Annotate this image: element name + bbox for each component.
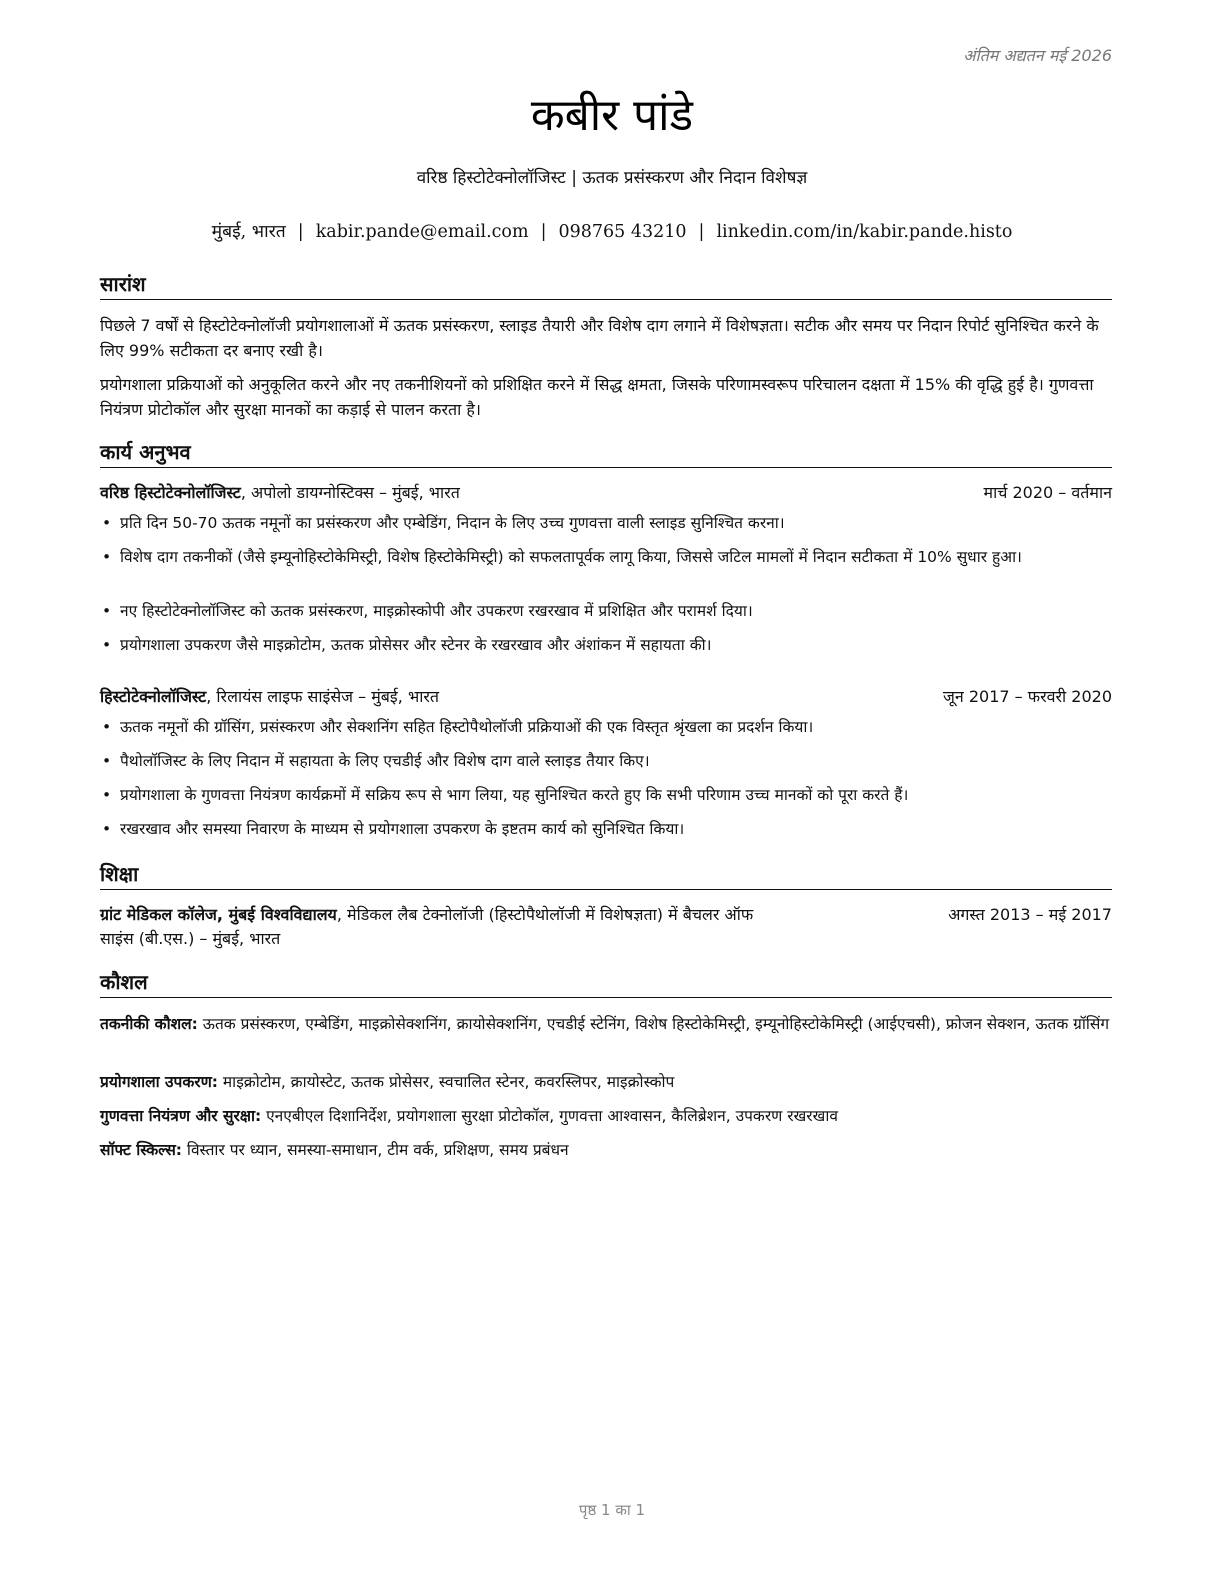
job-title: वरिष्ठ हिस्टोटेक्नोलॉजिस्ट — [100, 483, 241, 502]
skill-text: ऊतक प्रसंस्करण, एम्बेडिंग, माइक्रोसेक्शनिंग, क्रायोसेक्शनिंग, एचडीई स्टेनिंग, विशेष हिस्टोकेमिस्ट्री, इम्यूनोहिस्टोकेमिस्ट्री (आईएचसी), फ्रोजन सेक्शन, ऊतक ग्रॉसिंग — [197, 1015, 1110, 1033]
experience-heading: कार्य अनुभव — [100, 438, 1112, 468]
job-title: हिस्टोटेक्नोलॉजिस्ट — [100, 687, 207, 706]
skill-label: सॉफ्ट स्किल्स: — [100, 1141, 182, 1159]
contact-separator: | — [698, 222, 705, 242]
contact-separator: | — [540, 222, 547, 242]
summary-paragraph: पिछले 7 वर्षों से हिस्टोटेक्नोलॉजी प्रयोगशालाओं में ऊतक प्रसंस्करण, स्लाइड तैयारी और विशेष दाग लगाने में विशेषज्ञता। सटीक और समय पर निदान रिपोर्ट सुनिश्चित करने के लिए 99% सटीकता दर बनाए रखी है। — [100, 316, 1099, 360]
job-dates: मार्च 2020 – वर्तमान — [983, 483, 1112, 502]
contact-separator: | — [297, 222, 304, 242]
job-dates: जून 2017 – फरवरी 2020 — [943, 687, 1112, 706]
job-org: , रिलायंस लाइफ साइंसेज – मुंबई, भारत — [206, 687, 440, 706]
skills-heading: कौशल — [100, 968, 1112, 998]
education-entry — [100, 903, 1112, 951]
contact-line — [0, 219, 1224, 245]
education-school: ग्रांट मेडिकल कॉलेज, मुंबई विश्वविद्यालय — [100, 905, 337, 924]
skill-row — [100, 1104, 1118, 1129]
job-bullet: • प्रति दिन 50-70 ऊतक नमूनों का प्रसंस्करण और एम्बेडिंग, निदान के लिए उच्च गुणवत्ता वाली स्लाइड सुनिश्चित करना। — [100, 511, 1114, 536]
contact-linkedin[interactable]: linkedin.com/in/kabir.pande.histo — [716, 222, 1013, 242]
candidate-name: कबीर पांडे — [530, 90, 694, 141]
skill-text: माइक्रोटोम, क्रायोस्टेट, ऊतक प्रोसेसर, स्वचालित स्टेनर, कवरस्लिपर, माइक्रोस्कोप — [217, 1073, 675, 1091]
summary-heading: सारांश — [100, 270, 1112, 300]
job-bullet: • ऊतक नमूनों की ग्रॉसिंग, प्रसंस्करण और सेक्शनिंग सहित हिस्टोपैथोलॉजी प्रक्रियाओं की एक विस्तृत श्रृंखला का प्रदर्शन किया। — [100, 715, 1114, 740]
contact-location: मुंबई, भारत — [211, 222, 286, 242]
education-heading: शिक्षा — [100, 860, 1112, 890]
skill-label: तकनीकी कौशल: — [100, 1015, 198, 1033]
contact-phone[interactable]: 098765 43210 — [558, 222, 687, 242]
last-updated: अंतिम अद्यतन मई 2026 — [963, 46, 1112, 65]
education-degree-cont: साइंस (बी.एस.) – मुंबई, भारत — [100, 929, 281, 948]
candidate-tagline: वरिष्ठ हिस्टोटेक्नोलॉजिस्ट | ऊतक प्रसंस्करण और निदान विशेषज्ञ — [416, 168, 808, 188]
job-bullet: • पैथोलॉजिस्ट के लिए निदान में सहायता के लिए एचडीई और विशेष दाग वाले स्लाइड तैयार किए। — [100, 749, 1114, 774]
job-bullet: • नए हिस्टोटेक्नोलॉजिस्ट को ऊतक प्रसंस्करण, माइक्रोस्कोपी और उपकरण रखरखाव में प्रशिक्षित और परामर्श दिया। — [100, 599, 1114, 624]
skill-text: एनएबीएल दिशानिर्देश, प्रयोगशाला सुरक्षा प्रोटोकॉल, गुणवत्ता आश्वासन, कैलिब्रेशन, उपकरण रखरखाव — [261, 1107, 838, 1125]
education-degree: , मेडिकल लैब टेक्नोलॉजी (हिस्टोपैथोलॉजी में विशेषज्ञता) में बैचलर ऑफ — [336, 905, 754, 924]
education-dates: अगस्त 2013 – मई 2017 — [948, 905, 1112, 924]
page-number: पृष्ठ 1 का 1 — [578, 1501, 646, 1519]
skill-label: प्रयोगशाला उपकरण: — [100, 1073, 218, 1091]
skill-row — [100, 1070, 1118, 1095]
job-bullet: • प्रयोगशाला उपकरण जैसे माइक्रोटोम, ऊतक प्रोसेसर और स्टेनर के रखरखाव और अंशांकन में सहायता की। — [100, 633, 1114, 658]
skill-row — [100, 1012, 1118, 1037]
summary-paragraph: प्रयोगशाला प्रक्रियाओं को अनुकूलित करने और नए तकनीशियनों को प्रशिक्षित करने में सिद्ध क्षमता, जिसके परिणामस्वरूप परिचालन दक्षता में 15% की वृद्धि हुई है। गुणवत्ता नियंत्रण प्रोटोकॉल और सुरक्षा मानकों का कड़ाई से पालन करता है। — [100, 375, 1094, 419]
contact-email[interactable]: kabir.pande@email.com — [315, 222, 529, 242]
job-bullet: • प्रयोगशाला के गुणवत्ता नियंत्रण कार्यक्रमों में सक्रिय रूप से भाग लिया, यह सुनिश्चित करते हुए कि सभी परिणाम उच्च मानकों को पूरा करते हैं। — [100, 783, 1114, 808]
job-bullet: • विशेष दाग तकनीकों (जैसे इम्यूनोहिस्टोकेमिस्ट्री, विशेष हिस्टोकेमिस्ट्री) को सफलतापूर्वक लागू किया, जिससे जटिल मामलों में निदान सटीकता में 10% सुधार हुआ। — [100, 545, 1114, 570]
skill-text: विस्तार पर ध्यान, समस्या-समाधान, टीम वर्क, प्रशिक्षण, समय प्रबंधन — [182, 1141, 569, 1159]
job-org: , अपोलो डायग्नोस्टिक्स – मुंबई, भारत — [240, 483, 460, 502]
job-header — [100, 481, 1112, 505]
job-bullet: • रखरखाव और समस्या निवारण के माध्यम से प्रयोगशाला उपकरण के इष्टतम कार्य को सुनिश्चित किया। — [100, 817, 1114, 842]
skill-label: गुणवत्ता नियंत्रण और सुरक्षा: — [100, 1107, 262, 1125]
job-header — [100, 685, 1112, 709]
skill-row — [100, 1138, 1118, 1163]
